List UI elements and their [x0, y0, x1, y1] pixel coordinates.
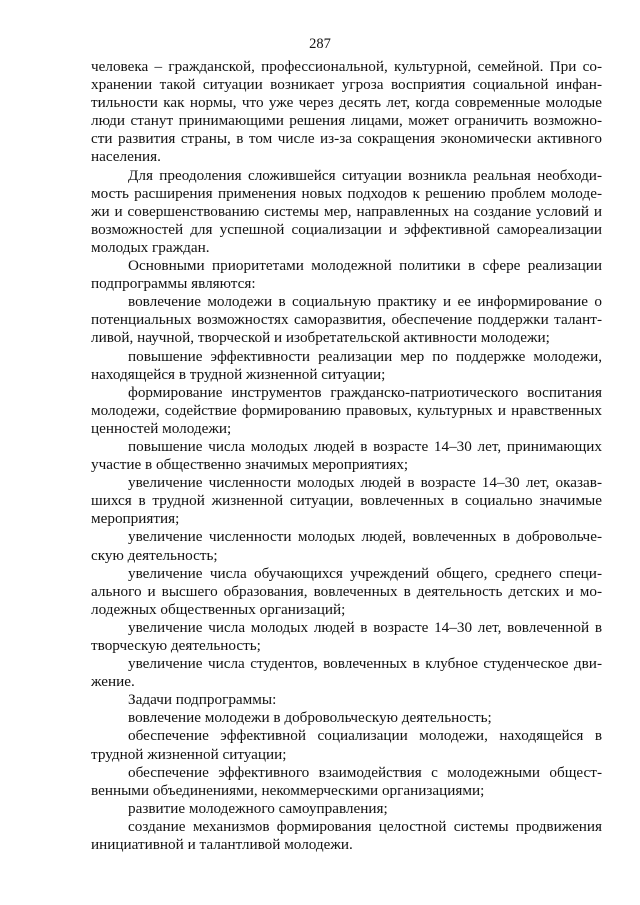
priority-item-3: формирование инструментов гражданско-патриотического воспитания молодежи, содействие формированию правовых, культурных и нравственных ценностей молодежи; [91, 383, 602, 437]
task-item-1: вовлечение молодежи в добровольческую деятельность; [128, 709, 492, 727]
paragraph-3: Основными приоритетами молодежной политики в сфере реализации подпрограммы являются: [91, 257, 602, 293]
priority-item-5: увеличение численности молодых людей в возрасте 14–30 лет, оказавшихся в трудной жизненной ситуации, вовлеченных в социально значимые мероприятия; [91, 474, 602, 528]
priority-item-6: увеличение численности молодых людей, вовлеченных в добровольческую деятельность; [91, 528, 602, 564]
task-item-4: развитие молодежного самоуправления; [128, 799, 388, 817]
paragraph-2: Для преодоления сложившейся ситуации возникла реальная необходимость расширения применения новых подходов к решению проблем молодежи и совершенствованию системы мер, направленных на создание условий и возможностей для успешной социализации и эффективной самореализации молодых граждан. [91, 166, 602, 256]
priority-item-2: повышение эффективности реализации мер по поддержке молодежи, находящейся в трудной жизненной ситуации; [91, 347, 602, 383]
priority-item-9: увеличение числа студентов, вовлеченных в клубное студенческое движение. [91, 655, 602, 691]
priority-item-1: вовлечение молодежи в социальную практику и ее информирование о потенциальных возможностях саморазвития, обеспечение поддержки талантливой, научной, творческой и изобретательской активности молодежи; [91, 293, 602, 347]
priority-item-7: увеличение числа обучающихся учреждений общего, среднего специального и высшего образования, вовлеченных в деятельность детских и молодежных общественных организаций; [91, 564, 602, 618]
page-number: 287 [309, 36, 331, 52]
priority-item-8: увеличение числа молодых людей в возрасте 14–30 лет, вовлеченной в творческую деятельность; [91, 618, 602, 654]
task-item-3: обеспечение эффективного взаимодействия с молодежными общественными объединениями, некоммерческими организациями; [91, 763, 602, 799]
paragraph-1: человека – гражданской, профессиональной, культурной, семейной. При сохранении такой ситуации возникает угроза восприятия социальной инфантильности как нормы, что уже через десять лет, когда современные молодые люди станут принимающими решения лицами, может ограничить возможности развития страны, в том числе из-за сокращения экономически активного населения. [91, 58, 602, 166]
tasks-heading: Задачи подпрограммы: [128, 691, 277, 709]
document-body [91, 58, 602, 854]
priority-item-4: повышение числа молодых людей в возрасте 14–30 лет, принимающих участие в общественно значимых мероприятиях; [91, 437, 602, 474]
task-item-5: создание механизмов формирования целостной системы продвижения инициативной и талантливой молодежи. [91, 817, 602, 854]
task-item-2: обеспечение эффективной социализации молодежи, находящейся в трудной жизненной ситуации; [91, 727, 602, 763]
